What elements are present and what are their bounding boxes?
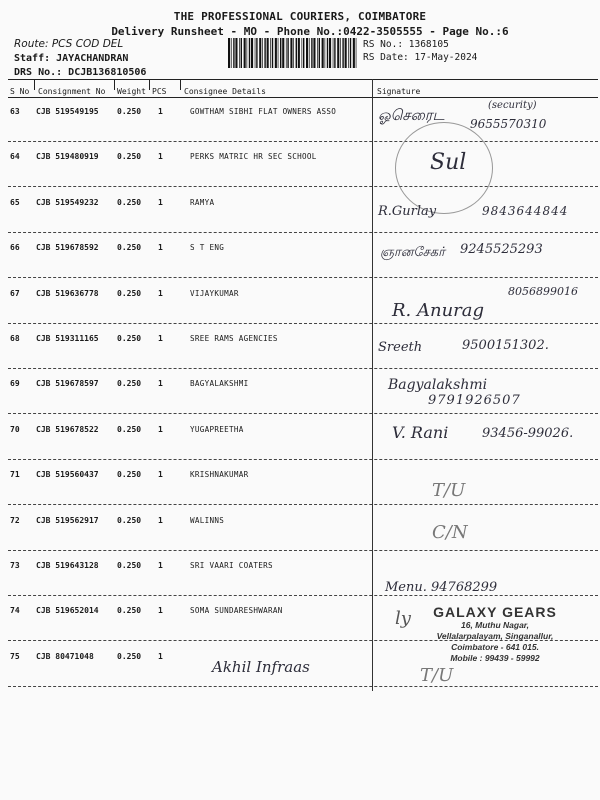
col-signature: Signature (377, 87, 421, 96)
consignee-cell: KRISHNAKUMAR (190, 470, 249, 480)
consignment-cell: CJB 80471048 (36, 651, 94, 661)
consignee-cell: WALINNS (190, 515, 225, 525)
consignment-cell: CJB 519636778 (36, 288, 99, 298)
sig-72: C/N (432, 522, 468, 543)
sno-cell: 72 (10, 515, 20, 525)
sno-cell: 73 (10, 561, 20, 570)
company-title: THE PROFESSIONAL COURIERS, COIMBATORE (173, 10, 427, 23)
sig-66-tamil: ஞானசேகர் (380, 245, 445, 260)
sno-cell: 64 (10, 152, 20, 162)
stamp-line-3: Coimbatore - 641 015. (451, 642, 539, 652)
sno-cell: 68 (10, 334, 20, 343)
pcs-cell: 1 (158, 107, 163, 116)
weight-cell: 0.250 (117, 152, 142, 162)
row-separator (8, 504, 598, 505)
row-separator (8, 277, 598, 278)
pcs-cell: 1 (158, 470, 163, 480)
weight-cell: 0.250 (117, 561, 142, 570)
sig-70-name: V. Rani (392, 423, 449, 442)
consignment-cell: CJB 519480919 (36, 152, 99, 162)
sno-cell: 66 (10, 243, 20, 253)
consignment-cell: CJB 519549195 (36, 107, 99, 116)
weight-cell: 0.250 (117, 606, 142, 616)
rs-number: RS No.: 1368105 (363, 39, 449, 50)
sig-64: Sul (430, 150, 467, 175)
stamp-line-2: Vellalarpalayam, Singanallur, (436, 631, 554, 641)
route-label: Route: PCS COD DEL (14, 38, 124, 50)
col-consignee: Consignee Details (184, 87, 266, 96)
pcs-cell: 1 (158, 197, 163, 207)
consignee-cell: BAGYALAKSHMI (190, 379, 249, 389)
consignment-cell: CJB 519549232 (36, 197, 99, 207)
consignee-cell: SRI VAARI COATERS (190, 561, 273, 570)
consignment-cell: CJB 519311165 (36, 334, 99, 343)
pcs-cell: 1 (158, 561, 163, 570)
sno-cell: 65 (10, 197, 20, 207)
weight-cell: 0.250 (117, 515, 142, 525)
drs-number: DRS No.: DCJB136810506 (14, 67, 147, 78)
row-separator (8, 595, 598, 596)
weight-cell: 0.250 (117, 379, 142, 389)
sig-65-name: R.Gurlay (378, 204, 437, 219)
sno-cell: 67 (10, 288, 20, 298)
sig-71: T/U (432, 480, 466, 501)
row-separator (8, 368, 598, 369)
pcs-cell: 1 (158, 152, 163, 162)
sig-63-phone: 9655570310 (470, 117, 547, 131)
consignment-cell: CJB 519643128 (36, 561, 99, 570)
staff-label: Staff: JAYACHANDRAN (14, 53, 129, 64)
sig-63-tamil: ஓசெரைட (378, 106, 445, 124)
consignment-cell: CJB 519560437 (36, 470, 99, 480)
consignee-cell: RAMYA (190, 197, 215, 207)
weight-cell: 0.250 (117, 651, 142, 661)
sig-69-phone: 9791926507 (428, 393, 521, 408)
sno-cell: 63 (10, 107, 20, 116)
sig-66-phone: 9245525293 (460, 242, 543, 257)
sno-cell: 74 (10, 606, 20, 616)
row-separator (8, 413, 598, 414)
consignment-cell: CJB 519652014 (36, 606, 99, 616)
sig-73: Menu. 94768299 (385, 580, 498, 595)
consignee-cell: SOMA SUNDARESHWARAN (190, 606, 283, 616)
weight-cell: 0.250 (117, 197, 142, 207)
galaxy-gears-stamp (400, 604, 590, 664)
consignee-cell: GOWTHAM SIBHI FLAT OWNERS ASSO (190, 107, 337, 116)
consignee-cell: YUGAPREETHA (190, 424, 244, 434)
col-pcs: PCS (152, 87, 167, 96)
weight-cell: 0.250 (117, 107, 142, 116)
sig-70-phone: 93456-99026. (482, 426, 574, 441)
stamp-company-name: GALAXY GEARS (433, 604, 557, 620)
table-top-rule (8, 79, 598, 80)
row-separator (8, 232, 598, 233)
stamp-line-1: 16, Muthu Nagar, (460, 620, 529, 630)
sig-69-name: Bagyalakshmi (388, 377, 488, 393)
sno-cell: 71 (10, 470, 20, 480)
sig-65-phone: 9843644844 (482, 204, 569, 218)
row-separator (8, 141, 598, 142)
consignee-cell: PERKS MATRIC HR SEC SCHOOL (190, 152, 317, 162)
sno-cell: 70 (10, 424, 20, 434)
col-consignment: Consignment No (38, 87, 106, 96)
stamp-line-4: Mobile : 99439 - 59992 (450, 653, 540, 663)
signature-column-rule (372, 79, 373, 691)
sig-75-name: Akhil Infraas (212, 658, 310, 676)
pcs-cell: 1 (158, 379, 163, 389)
consignment-cell: CJB 519678522 (36, 424, 99, 434)
consignee-cell: S T ENG (190, 243, 225, 253)
weight-cell: 0.250 (117, 470, 142, 480)
row-separator (8, 686, 598, 687)
row-separator (8, 459, 598, 460)
consignment-cell: CJB 519678597 (36, 379, 99, 389)
weight-cell: 0.250 (117, 424, 142, 434)
col-weight: Weight (117, 87, 146, 96)
consignee-cell: SREE RAMS AGENCIES (190, 334, 278, 343)
sig-63-note: (security) (488, 100, 537, 111)
pcs-cell: 1 (158, 651, 163, 661)
consignee-cell: VIJAYKUMAR (190, 288, 239, 298)
table-head-rule (8, 97, 598, 98)
sno-cell: 69 (10, 379, 20, 389)
pcs-cell: 1 (158, 515, 163, 525)
pcs-cell: 1 (158, 606, 163, 616)
weight-cell: 0.250 (117, 288, 142, 298)
consignment-cell: CJB 519678592 (36, 243, 99, 253)
rs-date: RS Date: 17-May-2024 (363, 52, 478, 63)
pcs-cell: 1 (158, 243, 163, 253)
sig-68-phone: 9500151302. (462, 338, 549, 353)
col-sno: S No (10, 87, 30, 96)
pcs-cell: 1 (158, 424, 163, 434)
row-separator (8, 323, 598, 324)
sno-cell: 75 (10, 651, 20, 661)
pcs-cell: 1 (158, 334, 163, 343)
sig-68-name: Sreeth (378, 340, 423, 355)
sig-74: ly (395, 608, 411, 629)
row-separator (8, 186, 598, 187)
weight-cell: 0.250 (117, 243, 142, 253)
row-separator (8, 550, 598, 551)
sig-75-tu: T/U (420, 665, 454, 686)
consignment-cell: CJB 519562917 (36, 515, 99, 525)
runsheet-subtitle: Delivery Runsheet - MO - Phone No.:0422-3505555 - Page No.:6 (111, 25, 509, 38)
weight-cell: 0.250 (117, 334, 142, 343)
pcs-cell: 1 (158, 288, 163, 298)
sig-67-phone: 8056899016 (508, 285, 578, 298)
barcode (228, 38, 358, 68)
sig-67-name: R. Anurag (392, 300, 485, 321)
